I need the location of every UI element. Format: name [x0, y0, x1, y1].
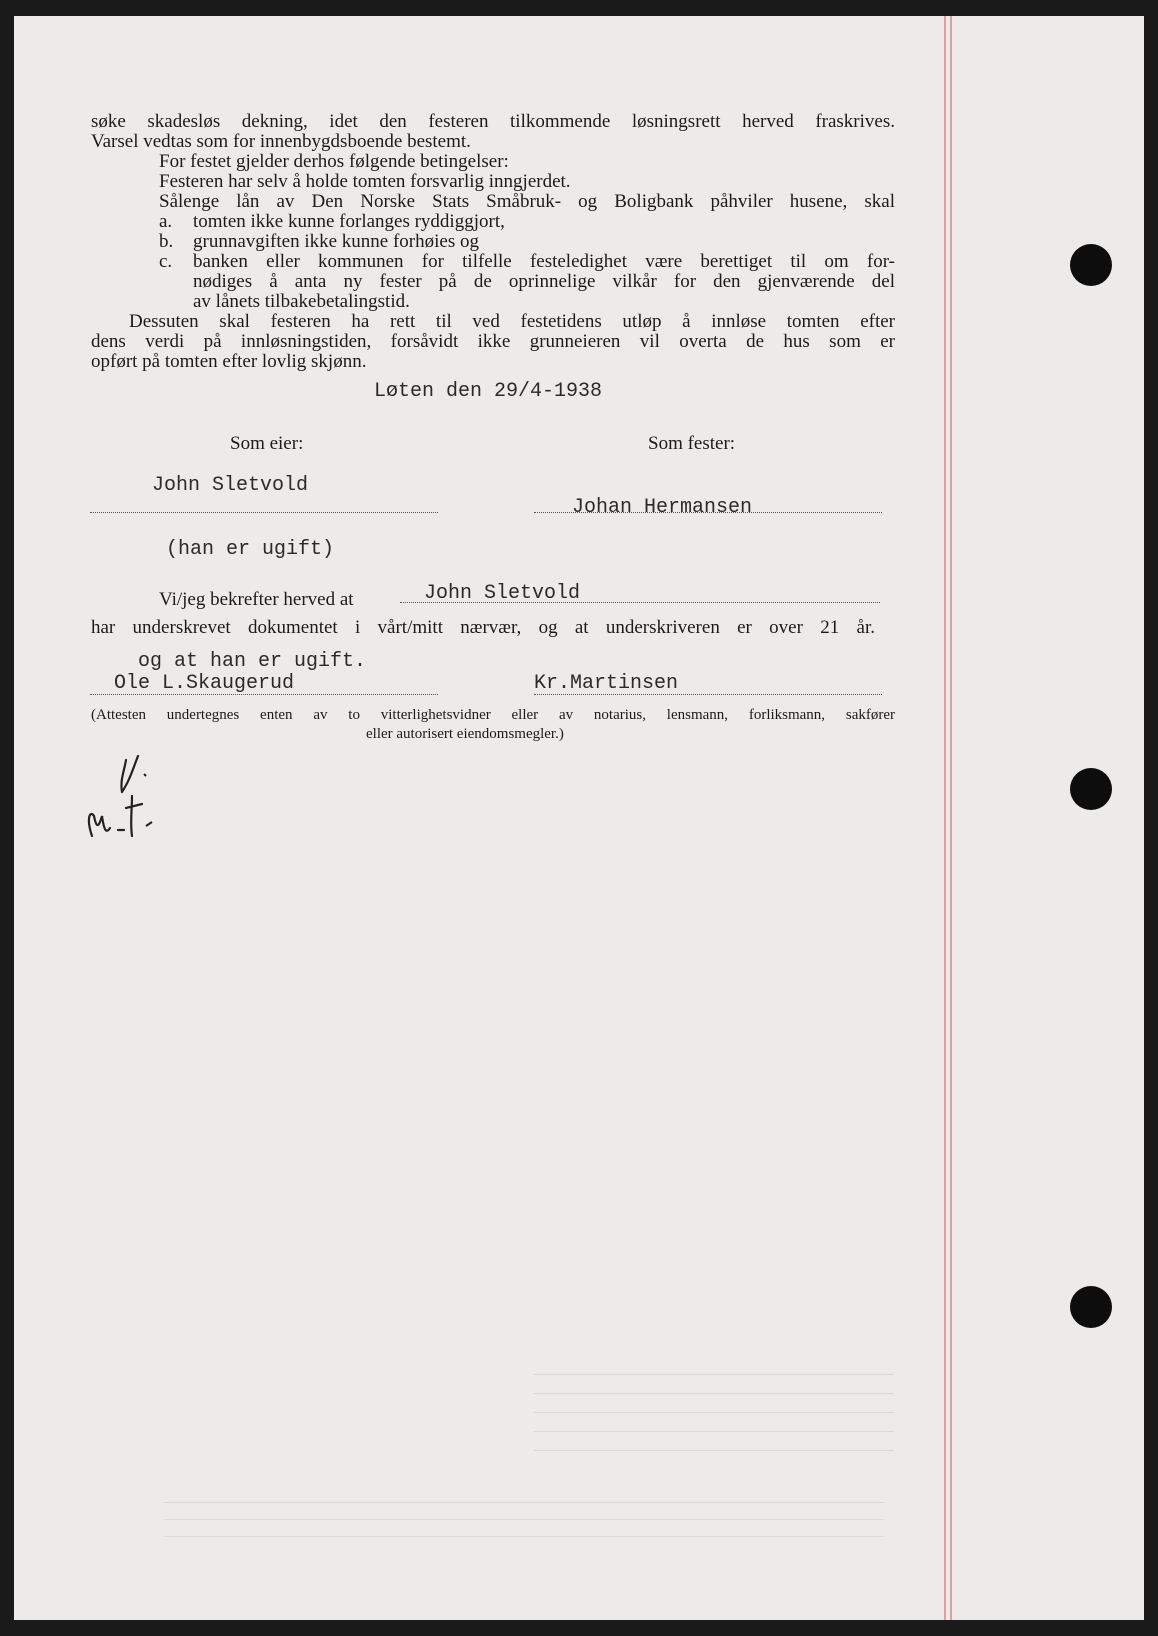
witness-note: og at han er ugift. — [138, 650, 367, 673]
margin-rule — [944, 16, 952, 1620]
punch-hole — [1070, 768, 1112, 810]
confirm-prefix: Vi/jeg bekrefter herved at — [159, 589, 354, 610]
witness-1-line — [90, 694, 438, 695]
owner-label: Som eier: — [230, 433, 304, 454]
witness-2-signature: Kr.Martinsen — [534, 672, 679, 695]
body-line: Varsel vedtas som for innenbygdsboende bestemt. — [91, 131, 471, 152]
punch-hole — [1070, 244, 1112, 286]
list-marker: b. — [159, 231, 174, 252]
body-line: banken eller kommunen for tilfelle festeledighet være berettiget til om for- — [193, 251, 895, 272]
confirm-text: har underskrevet dokumentet i vårt/mitt nærvær, og at underskriveren er over 21 år. — [91, 617, 875, 638]
body-line: nødiges å anta ny fester på de oprinnelige vilkår for den gjenværende del — [193, 271, 895, 292]
list-marker: a. — [159, 211, 173, 232]
handwritten-initials — [80, 746, 180, 846]
body-line: grunnavgiften ikke kunne forhøies og — [193, 231, 479, 252]
owner-note: (han er ugift) — [166, 538, 335, 561]
punch-hole — [1070, 1286, 1112, 1328]
witness-1-signature: Ole L.Skaugerud — [114, 672, 295, 695]
bleed-through — [164, 1486, 884, 1544]
document-page — [14, 16, 1144, 1620]
leaser-label: Som fester: — [648, 433, 736, 454]
leaser-signature-line — [534, 512, 882, 513]
witness-2-line — [534, 694, 882, 695]
body-line: Sålenge lån av Den Norske Stats Småbruk- og Boligbank påhviler husene, skal — [159, 191, 895, 212]
confirm-name: John Sletvold — [424, 582, 581, 605]
list-marker: c. — [159, 251, 173, 272]
body-line: Festeren har selv å holde tomten forsvarlig inngjerdet. — [159, 171, 571, 192]
owner-signature-line — [90, 512, 438, 513]
owner-signature: John Sletvold — [152, 474, 309, 497]
body-line: tomten ikke kunne forlanges ryddiggjort, — [193, 211, 505, 232]
bleed-through — [534, 1356, 894, 1466]
body-line: For festet gjelder derhos følgende betingelser: — [159, 151, 509, 172]
body-line: opført på tomten efter lovlig skjønn. — [91, 351, 367, 372]
place-date: Løten den 29/4-1938 — [374, 380, 603, 403]
body-line: dens verdi på innløsningstiden, forsåvidt ikke grunneieren vil overta de hus som er — [91, 331, 895, 352]
body-line: av lånets tilbakebetalingstid. — [193, 291, 410, 312]
body-line: søke skadesløs dekning, idet den festeren tilkommende løsningsrett herved fraskrives. — [91, 111, 895, 132]
attest-note-line-1: (Attesten undertegnes enten av to vitterlighetsvidner eller av notarius, lensmann, forliksmann, sakfører — [91, 707, 895, 723]
attest-note-line-2: eller autorisert eiendomsmegler.) — [366, 726, 564, 742]
leaser-signature: Johan Hermansen — [572, 496, 753, 519]
confirm-name-line — [400, 602, 880, 603]
body-line: Dessuten skal festeren ha rett til ved festetidens utløp å innløse tomten efter — [129, 311, 895, 332]
